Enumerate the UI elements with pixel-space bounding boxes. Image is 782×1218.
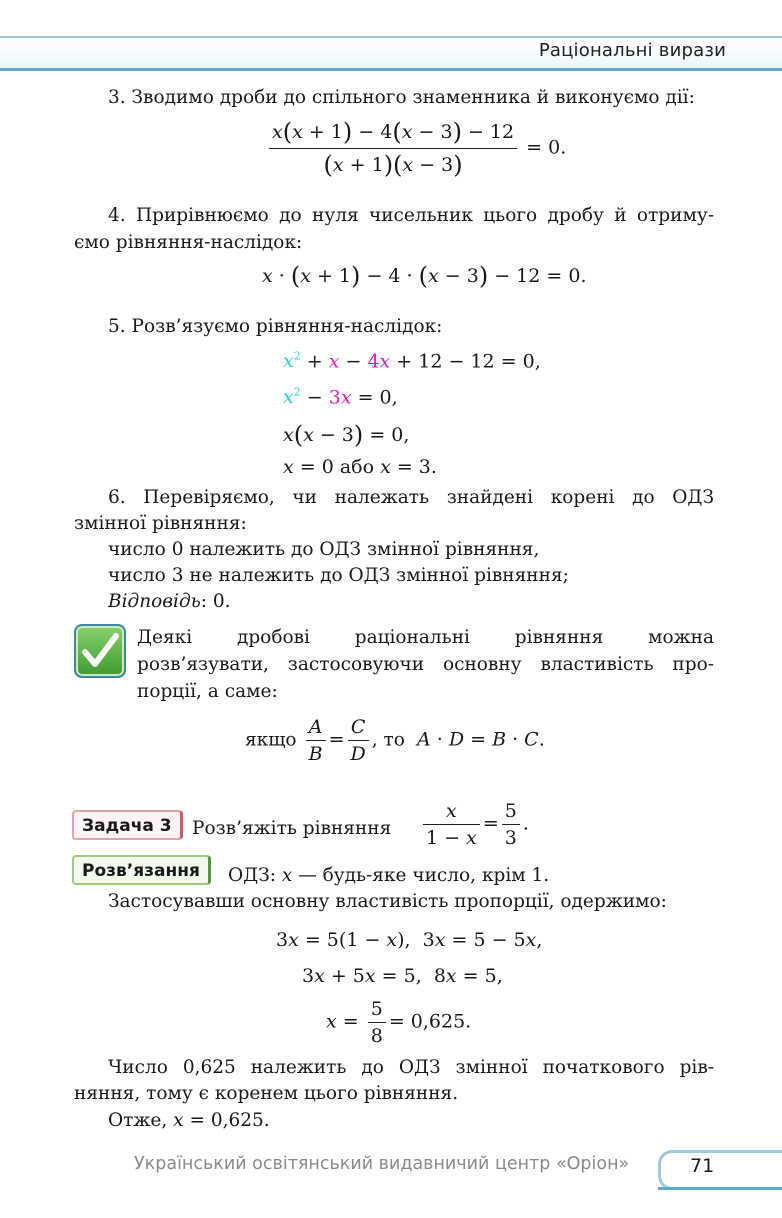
formula-step-5-line-4: x = 0 або x = 3. — [283, 456, 437, 478]
formula-step-5-line-1: $x^2 + x - 4x + 12 - 12 = 0$, — [283, 350, 541, 373]
task-3-tag: Задача 3 — [72, 810, 183, 840]
solution-tag: Розв’язання — [72, 855, 211, 885]
page-header-title: Раціональні вирази — [538, 40, 726, 61]
formula-step-5-line-3: x(x − 3) = 0, — [283, 421, 410, 449]
conclusion-line-2: няння, тому є коренем цього рівняння. — [74, 1083, 459, 1104]
footer-publisher: Український освітянський видавничий центр «Оріон» — [134, 1154, 630, 1174]
conclusion-line-1: Число 0,625 належить до ОДЗ змінної початкового рів- — [108, 1057, 714, 1078]
step-4-line-2: ємо рівняння-наслідок: — [74, 232, 303, 253]
answer-label: Відповідь — [108, 591, 201, 612]
formula-solution-line-2: 3x + 5x = 5, 8x = 5, — [302, 965, 503, 987]
note-line-2: розв’язувати, застосовуючи основну властивість про- — [137, 654, 714, 675]
solution-odz: ОДЗ: x — будь-яке число, крім 1. — [228, 865, 550, 886]
note-if-word: якщо — [245, 729, 297, 751]
formula-common-denominator: $\frac{x(x + 1) - 4(x - 3) - 12}{(x + 1)(x - 3)}$ = 0. — [266, 118, 566, 179]
step-4-line-1: 4. Прирівнюємо до нуля чисельник цього дробу й отриму- — [108, 205, 714, 226]
solution-line-2: Застосувавши основну властивість пропорції, одержимо: — [108, 891, 667, 912]
note-line-1: Деякі дробові раціональні рівняння можна — [137, 627, 714, 648]
formula-step-5-line-2: $x^2 - 3x = 0$, — [283, 386, 398, 409]
task-3-text: Розв’яжіть рівняння — [192, 818, 392, 839]
checkmark-icon — [74, 624, 126, 678]
answer-line — [108, 588, 231, 615]
conclusion-line-3: Отже, x = 0,625. — [108, 1110, 270, 1131]
step-6-line-4: число 3 не належить до ОДЗ змінної рівняння; — [108, 565, 569, 586]
formula-solution-line-3: x = $\frac{5}{8}$ = 0,625. — [326, 998, 472, 1047]
step-5-text: 5. Розв’язуємо рівняння-наслідок: — [108, 316, 443, 337]
note-then-word: , то — [371, 729, 405, 751]
footer-page-tab — [658, 1150, 782, 1190]
solution-odz-rest: — будь-яке число, крім 1. — [298, 865, 550, 886]
step-6-line-1: 6. Перевіряємо, чи належать знайдені корені до ОДЗ — [108, 487, 714, 508]
page-number: 71 — [690, 1155, 715, 1177]
answer-value: : 0. — [200, 591, 231, 612]
solution-odz-label: ОДЗ: — [228, 865, 276, 886]
step-6-line-2: змінної рівняння: — [74, 513, 247, 534]
formula-solution-line-1: 3x = 5(1 − x), 3x = 5 − 5x, — [276, 929, 543, 951]
formula-numerator-equation: x · (x + 1) − 4 · (x − 3) − 12 = 0. — [262, 262, 587, 290]
note-line-3: порції, а саме: — [137, 681, 278, 702]
step-3-text: 3. Зводимо дроби до спільного знаменника й виконуємо дії: — [108, 87, 695, 108]
formula-proportion: якщо $\frac{A}{B}$ = $\frac{C}{D}$ , то A · D = B · C. — [245, 716, 545, 765]
conclusion-otzhe: Отже, — [108, 1110, 168, 1131]
formula-task-equation: $\frac{x}{1 - x}$ = $\frac{5}{3}$ . — [420, 800, 529, 849]
step-6-line-3: число 0 належить до ОДЗ змінної рівняння, — [108, 539, 540, 560]
